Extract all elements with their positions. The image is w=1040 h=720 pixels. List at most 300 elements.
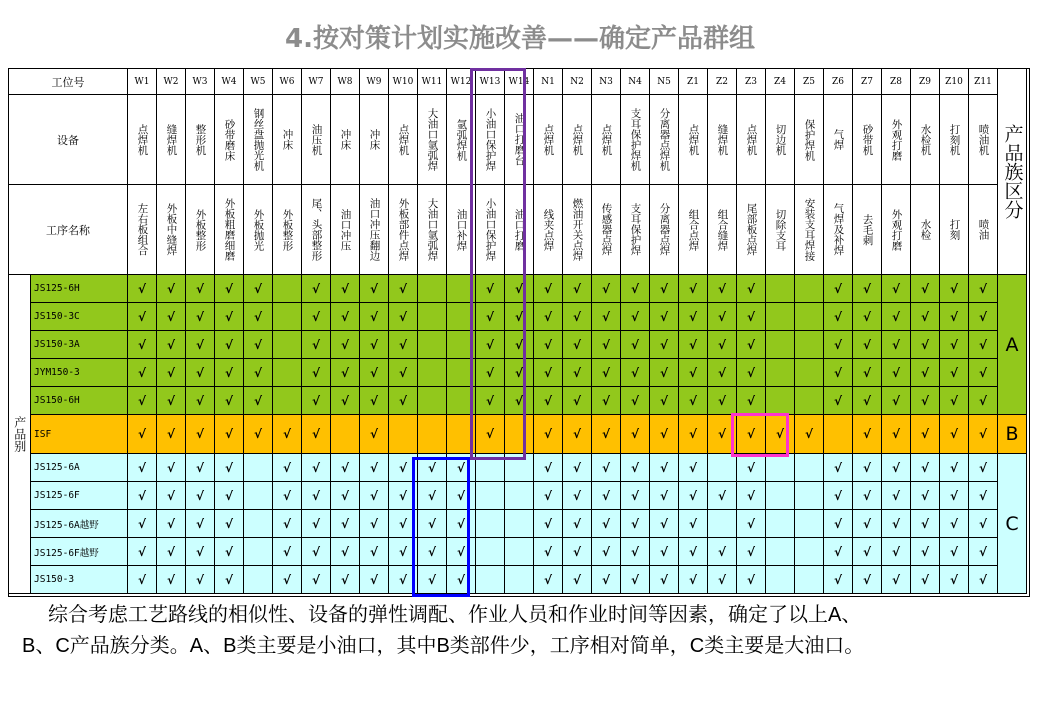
- check-mark: √: [853, 482, 882, 510]
- check-mark: √: [824, 482, 853, 510]
- check-mark: √: [215, 510, 244, 538]
- check-mark: √: [621, 359, 650, 387]
- check-mark: √: [911, 275, 940, 303]
- check-mark: √: [621, 482, 650, 510]
- check-mark: √: [157, 538, 186, 566]
- equipment-name: 点焊机: [592, 95, 621, 185]
- check-mark: √: [215, 275, 244, 303]
- check-mark: √: [824, 331, 853, 359]
- check-mark: √: [650, 387, 679, 415]
- check-mark: √: [302, 482, 331, 510]
- check-mark: √: [157, 415, 186, 454]
- check-mark: √: [621, 331, 650, 359]
- check-mark: √: [737, 303, 766, 331]
- empty-cell: [447, 303, 476, 331]
- check-mark: √: [128, 538, 157, 566]
- empty-cell: [331, 415, 360, 454]
- station-code: N3: [592, 69, 621, 95]
- empty-cell: [476, 482, 505, 510]
- check-mark: √: [157, 454, 186, 482]
- check-mark: √: [331, 387, 360, 415]
- station-code: W2: [157, 69, 186, 95]
- check-mark: √: [534, 538, 563, 566]
- check-mark: √: [128, 566, 157, 594]
- station-code: W12: [447, 69, 476, 95]
- check-mark: √: [331, 359, 360, 387]
- check-mark: √: [911, 387, 940, 415]
- equipment-name: 整形机: [186, 95, 215, 185]
- summary-caption: [0, 600, 1040, 662]
- product-name: JS125-6F: [31, 482, 128, 510]
- check-mark: √: [563, 331, 592, 359]
- check-mark: √: [650, 482, 679, 510]
- check-mark: √: [737, 510, 766, 538]
- check-mark: √: [679, 359, 708, 387]
- check-mark: √: [302, 387, 331, 415]
- check-mark: √: [505, 387, 534, 415]
- empty-cell: [708, 454, 737, 482]
- check-mark: √: [534, 415, 563, 454]
- check-mark: √: [882, 387, 911, 415]
- process-name: 去毛刺: [853, 185, 882, 275]
- check-mark: √: [621, 566, 650, 594]
- check-mark: √: [592, 331, 621, 359]
- check-mark: √: [215, 387, 244, 415]
- family-header: 产品族区分: [998, 69, 1027, 275]
- empty-cell: [795, 303, 824, 331]
- equipment-name: 砂带磨床: [215, 95, 244, 185]
- check-mark: √: [592, 538, 621, 566]
- equipment-name: 钢丝盘抛光机: [244, 95, 273, 185]
- check-mark: √: [650, 454, 679, 482]
- check-mark: √: [940, 331, 969, 359]
- equipment-name: 支耳保护焊机: [621, 95, 650, 185]
- check-mark: √: [447, 482, 476, 510]
- check-mark: √: [940, 275, 969, 303]
- process-name: 小油口保护焊: [476, 185, 505, 275]
- process-name: 组合缝焊: [708, 185, 737, 275]
- page-title: 4.按对策计划实施改善——确定产品群组: [285, 24, 755, 54]
- empty-cell: [795, 275, 824, 303]
- empty-cell: [476, 510, 505, 538]
- check-mark: √: [853, 510, 882, 538]
- check-mark: √: [302, 566, 331, 594]
- check-mark: √: [331, 566, 360, 594]
- check-mark: √: [389, 387, 418, 415]
- check-mark: √: [621, 275, 650, 303]
- empty-cell: [795, 387, 824, 415]
- check-mark: √: [969, 538, 998, 566]
- station-code: Z11: [969, 69, 998, 95]
- check-mark: √: [853, 303, 882, 331]
- check-mark: √: [215, 482, 244, 510]
- check-mark: √: [186, 482, 215, 510]
- check-mark: √: [534, 566, 563, 594]
- check-mark: √: [563, 275, 592, 303]
- check-mark: √: [476, 275, 505, 303]
- check-mark: √: [215, 454, 244, 482]
- empty-cell: [766, 482, 795, 510]
- check-mark: √: [621, 415, 650, 454]
- check-mark: √: [940, 359, 969, 387]
- check-mark: √: [911, 454, 940, 482]
- check-mark: √: [128, 415, 157, 454]
- check-mark: √: [969, 566, 998, 594]
- empty-cell: [505, 482, 534, 510]
- check-mark: √: [621, 303, 650, 331]
- equipment-name: 点焊机: [128, 95, 157, 185]
- empty-cell: [505, 510, 534, 538]
- station-code: W13: [476, 69, 505, 95]
- check-mark: √: [563, 482, 592, 510]
- station-code: W6: [273, 69, 302, 95]
- station-code: W11: [418, 69, 447, 95]
- check-mark: √: [940, 482, 969, 510]
- check-mark: √: [331, 303, 360, 331]
- check-mark: √: [853, 566, 882, 594]
- check-mark: √: [708, 275, 737, 303]
- check-mark: √: [534, 359, 563, 387]
- check-mark: √: [447, 538, 476, 566]
- check-mark: √: [592, 275, 621, 303]
- check-mark: √: [389, 538, 418, 566]
- check-mark: √: [360, 454, 389, 482]
- empty-cell: [244, 510, 273, 538]
- check-mark: √: [389, 566, 418, 594]
- check-mark: √: [331, 538, 360, 566]
- check-mark: √: [708, 415, 737, 454]
- check-mark: √: [969, 454, 998, 482]
- check-mark: √: [882, 415, 911, 454]
- check-mark: √: [331, 454, 360, 482]
- empty-cell: [795, 331, 824, 359]
- check-mark: √: [534, 303, 563, 331]
- check-mark: √: [592, 510, 621, 538]
- equipment-name: 喷油机: [969, 95, 998, 185]
- process-name: 外板整形: [186, 185, 215, 275]
- process-name: 喷油: [969, 185, 998, 275]
- station-code: Z7: [853, 69, 882, 95]
- check-mark: √: [853, 415, 882, 454]
- station-code: Z10: [940, 69, 969, 95]
- check-mark: √: [128, 331, 157, 359]
- product-name: JS150-6H: [31, 387, 128, 415]
- check-mark: √: [650, 303, 679, 331]
- equipment-name: 切边机: [766, 95, 795, 185]
- check-mark: √: [708, 482, 737, 510]
- check-mark: √: [447, 510, 476, 538]
- process-name: 外板整形: [273, 185, 302, 275]
- product-name: JYM150-3: [31, 359, 128, 387]
- check-mark: √: [273, 538, 302, 566]
- check-mark: √: [737, 538, 766, 566]
- empty-cell: [505, 538, 534, 566]
- process-name: 外板粗磨细磨: [215, 185, 244, 275]
- check-mark: √: [186, 331, 215, 359]
- check-mark: √: [476, 331, 505, 359]
- check-mark: √: [853, 359, 882, 387]
- check-mark: √: [476, 415, 505, 454]
- check-mark: √: [882, 566, 911, 594]
- check-mark: √: [157, 510, 186, 538]
- check-mark: √: [969, 303, 998, 331]
- check-mark: √: [360, 359, 389, 387]
- check-mark: √: [302, 359, 331, 387]
- check-mark: √: [128, 454, 157, 482]
- check-mark: √: [853, 331, 882, 359]
- product-name: ISF: [31, 415, 128, 454]
- check-mark: √: [505, 303, 534, 331]
- check-mark: √: [302, 275, 331, 303]
- empty-cell: [766, 538, 795, 566]
- check-mark: √: [824, 303, 853, 331]
- process-name: 油口冲压翻边: [360, 185, 389, 275]
- check-mark: √: [389, 510, 418, 538]
- check-mark: √: [331, 275, 360, 303]
- check-mark: √: [157, 275, 186, 303]
- station-code: Z1: [679, 69, 708, 95]
- product-name: JS150-3A: [31, 331, 128, 359]
- check-mark: √: [940, 415, 969, 454]
- empty-cell: [447, 331, 476, 359]
- check-mark: √: [737, 415, 766, 454]
- equipment-name: 保护焊机: [795, 95, 824, 185]
- check-mark: √: [389, 359, 418, 387]
- empty-cell: [418, 387, 447, 415]
- empty-cell: [505, 454, 534, 482]
- check-mark: √: [737, 359, 766, 387]
- check-mark: √: [737, 275, 766, 303]
- process-name: 传感器点焊: [592, 185, 621, 275]
- check-mark: √: [911, 331, 940, 359]
- caption-line-1: 综合考虑工艺路线的相似性、设备的弹性调配、作业人员和作业时间等因素，确定了以上A、: [48, 604, 862, 626]
- check-mark: √: [882, 275, 911, 303]
- empty-cell: [447, 359, 476, 387]
- check-mark: √: [911, 415, 940, 454]
- check-mark: √: [360, 275, 389, 303]
- check-mark: √: [650, 415, 679, 454]
- check-mark: √: [679, 275, 708, 303]
- check-mark: √: [157, 303, 186, 331]
- check-mark: √: [360, 566, 389, 594]
- check-mark: √: [331, 510, 360, 538]
- check-mark: √: [447, 454, 476, 482]
- check-mark: √: [882, 510, 911, 538]
- check-mark: √: [882, 359, 911, 387]
- check-mark: √: [244, 303, 273, 331]
- check-mark: √: [273, 415, 302, 454]
- check-mark: √: [563, 454, 592, 482]
- check-mark: √: [273, 510, 302, 538]
- check-mark: √: [592, 566, 621, 594]
- check-mark: √: [882, 538, 911, 566]
- check-mark: √: [360, 415, 389, 454]
- check-mark: √: [157, 566, 186, 594]
- check-mark: √: [360, 303, 389, 331]
- check-mark: √: [418, 454, 447, 482]
- check-mark: √: [824, 359, 853, 387]
- check-mark: √: [302, 454, 331, 482]
- check-mark: √: [621, 387, 650, 415]
- equipment-name: 冲床: [331, 95, 360, 185]
- product-group-label: 产品别: [9, 275, 31, 594]
- station-code: N4: [621, 69, 650, 95]
- check-mark: √: [418, 510, 447, 538]
- check-mark: √: [157, 331, 186, 359]
- process-label: 工序名称: [9, 185, 128, 275]
- check-mark: √: [389, 275, 418, 303]
- check-mark: √: [505, 331, 534, 359]
- empty-cell: [447, 387, 476, 415]
- check-mark: √: [882, 454, 911, 482]
- empty-cell: [708, 510, 737, 538]
- empty-cell: [273, 387, 302, 415]
- check-mark: √: [592, 303, 621, 331]
- equipment-name: 氩弧焊机: [447, 95, 476, 185]
- check-mark: √: [824, 538, 853, 566]
- process-name: 油口打磨: [505, 185, 534, 275]
- check-mark: √: [882, 482, 911, 510]
- check-mark: √: [708, 387, 737, 415]
- empty-cell: [795, 482, 824, 510]
- equipment-name: 外观打磨: [882, 95, 911, 185]
- check-mark: √: [186, 510, 215, 538]
- check-mark: √: [592, 454, 621, 482]
- empty-cell: [273, 359, 302, 387]
- empty-cell: [244, 454, 273, 482]
- equipment-name: 点焊机: [534, 95, 563, 185]
- empty-cell: [418, 359, 447, 387]
- check-mark: √: [621, 510, 650, 538]
- check-mark: √: [360, 510, 389, 538]
- station-code: W5: [244, 69, 273, 95]
- empty-cell: [273, 331, 302, 359]
- check-mark: √: [679, 303, 708, 331]
- station-code: N2: [563, 69, 592, 95]
- check-mark: √: [708, 359, 737, 387]
- empty-cell: [795, 566, 824, 594]
- check-mark: √: [795, 415, 824, 454]
- check-mark: √: [737, 331, 766, 359]
- check-mark: √: [360, 482, 389, 510]
- check-mark: √: [389, 482, 418, 510]
- check-mark: √: [273, 454, 302, 482]
- check-mark: √: [331, 331, 360, 359]
- check-mark: √: [534, 387, 563, 415]
- check-mark: √: [969, 387, 998, 415]
- process-name: 燃油开关点焊: [563, 185, 592, 275]
- empty-cell: [766, 454, 795, 482]
- check-mark: √: [911, 510, 940, 538]
- check-mark: √: [737, 454, 766, 482]
- check-mark: √: [128, 303, 157, 331]
- empty-cell: [766, 303, 795, 331]
- process-name: 油口补焊: [447, 185, 476, 275]
- check-mark: √: [969, 331, 998, 359]
- check-mark: √: [679, 482, 708, 510]
- equipment-name: 打刻机: [940, 95, 969, 185]
- check-mark: √: [592, 415, 621, 454]
- check-mark: √: [389, 331, 418, 359]
- check-mark: √: [244, 331, 273, 359]
- check-mark: √: [708, 566, 737, 594]
- check-mark: √: [302, 415, 331, 454]
- station-code: W9: [360, 69, 389, 95]
- product-name: JS125-6F越野: [31, 538, 128, 566]
- station-code: Z6: [824, 69, 853, 95]
- check-mark: √: [186, 359, 215, 387]
- check-mark: √: [737, 387, 766, 415]
- check-mark: √: [563, 387, 592, 415]
- check-mark: √: [737, 482, 766, 510]
- process-name: 支耳保护焊: [621, 185, 650, 275]
- empty-cell: [418, 415, 447, 454]
- check-mark: √: [244, 387, 273, 415]
- empty-cell: [447, 415, 476, 454]
- empty-cell: [795, 510, 824, 538]
- empty-cell: [795, 359, 824, 387]
- check-mark: √: [302, 303, 331, 331]
- check-mark: √: [940, 538, 969, 566]
- check-mark: √: [215, 415, 244, 454]
- equipment-name: 缝焊机: [157, 95, 186, 185]
- check-mark: √: [273, 482, 302, 510]
- check-mark: √: [534, 510, 563, 538]
- check-mark: √: [679, 538, 708, 566]
- equipment-name: 分离器点焊机: [650, 95, 679, 185]
- empty-cell: [795, 538, 824, 566]
- process-name: 左右板组合: [128, 185, 157, 275]
- station-code: Z5: [795, 69, 824, 95]
- check-mark: √: [708, 303, 737, 331]
- empty-cell: [766, 359, 795, 387]
- check-mark: √: [650, 566, 679, 594]
- check-mark: √: [679, 454, 708, 482]
- check-mark: √: [360, 331, 389, 359]
- station-code: Z4: [766, 69, 795, 95]
- check-mark: √: [824, 510, 853, 538]
- equipment-name: 砂带机: [853, 95, 882, 185]
- check-mark: √: [302, 510, 331, 538]
- check-mark: √: [157, 387, 186, 415]
- check-mark: √: [882, 331, 911, 359]
- check-mark: √: [969, 482, 998, 510]
- check-mark: √: [302, 538, 331, 566]
- check-mark: √: [882, 303, 911, 331]
- process-name: 外板中缝焊: [157, 185, 186, 275]
- check-mark: √: [505, 275, 534, 303]
- process-name: 外板抛光: [244, 185, 273, 275]
- check-mark: √: [447, 566, 476, 594]
- equipment-name: 油口打磨台: [505, 95, 534, 185]
- station-code: N5: [650, 69, 679, 95]
- check-mark: √: [911, 538, 940, 566]
- equipment-name: 缝焊机: [708, 95, 737, 185]
- empty-cell: [766, 275, 795, 303]
- check-mark: √: [969, 415, 998, 454]
- check-mark: √: [853, 538, 882, 566]
- check-mark: √: [824, 454, 853, 482]
- station-code: N1: [534, 69, 563, 95]
- station-code: Z8: [882, 69, 911, 95]
- check-mark: √: [476, 387, 505, 415]
- check-mark: √: [215, 303, 244, 331]
- check-mark: √: [679, 566, 708, 594]
- check-mark: √: [360, 538, 389, 566]
- caption-line-2: B、C产品族分类。A、B类主要是小油口，其中B类部件少，工序相对简单，C类主要是大油口。: [22, 635, 865, 657]
- check-mark: √: [244, 359, 273, 387]
- process-name: 安装支耳焊接: [795, 185, 824, 275]
